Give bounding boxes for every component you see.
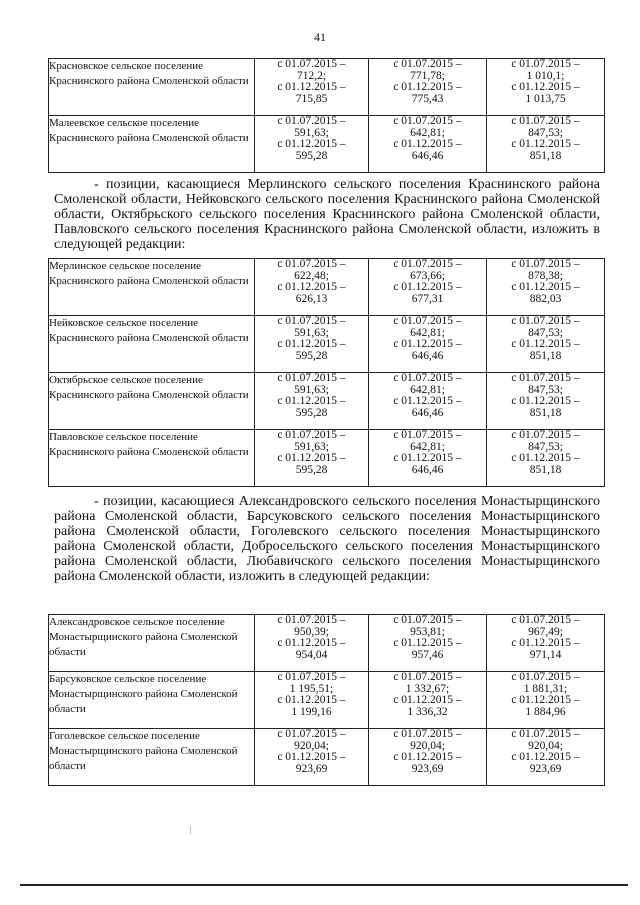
rate-cell: с 01.07.2015 – 1 195,51; с 01.12.2015 – 1 199,16 xyxy=(255,672,369,729)
rate-cell: с 01.07.2015 – 591,63; с 01.12.2015 – 595,28 xyxy=(255,430,369,487)
rate-cell: с 01.07.2015 – 712,2; с 01.12.2015 – 715,85 xyxy=(255,59,369,116)
settlement-name: Малеевское сельское поселение Краснинского района Смоленской области xyxy=(49,116,255,173)
settlement-name: Мерлинское сельское поселение Краснинского района Смоленской области xyxy=(49,259,255,316)
settlement-name: Октябрьское сельское поселение Краснинского района Смоленской области xyxy=(49,373,255,430)
rate-cell: с 01.07.2015 – 847,53; с 01.12.2015 – 851,18 xyxy=(487,373,605,430)
paragraph-merlino xyxy=(54,177,600,252)
rate-cell: с 01.07.2015 – 1 881,31; с 01.12.2015 – 1 884,96 xyxy=(487,672,605,729)
table-row xyxy=(49,672,605,729)
rate-cell: с 01.07.2015 – 642,81; с 01.12.2015 – 646,46 xyxy=(369,116,487,173)
settlement-name: Гоголевское сельское поселение Монастырщинского района Смоленской области xyxy=(49,729,255,786)
rate-cell: с 01.07.2015 – 591,63; с 01.12.2015 – 595,28 xyxy=(255,373,369,430)
rate-cell: с 01.07.2015 – 1 332,67; с 01.12.2015 – 1 336,32 xyxy=(369,672,487,729)
table-row xyxy=(49,116,605,173)
rate-cell: с 01.07.2015 – 847,53; с 01.12.2015 – 851,18 xyxy=(487,116,605,173)
rate-cell: с 01.07.2015 – 642,81; с 01.12.2015 – 646,46 xyxy=(369,430,487,487)
rate-cell: с 01.07.2015 – 950,39; с 01.12.2015 – 954,04 xyxy=(255,615,369,672)
rate-cell: с 01.07.2015 – 1 010,1; с 01.12.2015 – 1 013,75 xyxy=(487,59,605,116)
scan-artifact xyxy=(190,826,191,834)
table-row xyxy=(49,729,605,786)
table-row xyxy=(49,430,605,487)
table-row xyxy=(49,615,605,672)
tariff-table-3 xyxy=(48,614,605,786)
rate-cell: с 01.07.2015 – 847,53; с 01.12.2015 – 851,18 xyxy=(487,316,605,373)
table-row xyxy=(49,259,605,316)
tariff-table-1 xyxy=(48,58,605,173)
rate-cell: с 01.07.2015 – 847,53; с 01.12.2015 – 851,18 xyxy=(487,430,605,487)
rate-cell: с 01.07.2015 – 920,04; с 01.12.2015 – 923,69 xyxy=(487,729,605,786)
settlement-name: Нейковское сельское поселение Краснинского района Смоленской области xyxy=(49,316,255,373)
rate-cell: с 01.07.2015 – 642,81; с 01.12.2015 – 646,46 xyxy=(369,373,487,430)
paragraph-monastyrshchina xyxy=(54,494,600,584)
table-row xyxy=(49,59,605,116)
settlement-name: Павловское сельское поселение Краснинского района Смоленской области xyxy=(49,430,255,487)
settlement-name: Александровское сельское поселение Монастырщинского района Смоленской области xyxy=(49,615,255,672)
rate-cell: с 01.07.2015 – 920,04; с 01.12.2015 – 923,69 xyxy=(255,729,369,786)
rate-cell: с 01.07.2015 – 878,38; с 01.12.2015 – 882,03 xyxy=(487,259,605,316)
table-row xyxy=(49,316,605,373)
page-bottom-rule xyxy=(20,884,628,886)
rate-cell: с 01.07.2015 – 771,78; с 01.12.2015 – 775,43 xyxy=(369,59,487,116)
page-number: 41 xyxy=(314,30,326,44)
table-row xyxy=(49,373,605,430)
settlement-name: Красновское сельское поселение Краснинского района Смоленской области xyxy=(49,59,255,116)
rate-cell: с 01.07.2015 – 591,63; с 01.12.2015 – 595,28 xyxy=(255,116,369,173)
tariff-table-2 xyxy=(48,258,605,487)
paragraph-text: - позиции, касающиеся Александровского сельского поселения Монастырщинского района Смоленской области, Барсуковского сельского поселения Монастырщинского района Смоленской области, Гоголевского сельского поселения Монастырщинского района Смоленской области, Добросельского сельского поселения Монастырщинского района Смоленской области, Любавичского сельского поселения Монастырщинского района Смоленской области, изложить в следующей редакции: xyxy=(54,494,600,584)
rate-cell: с 01.07.2015 – 920,04; с 01.12.2015 – 923,69 xyxy=(369,729,487,786)
rate-cell: с 01.07.2015 – 673,66; с 01.12.2015 – 677,31 xyxy=(369,259,487,316)
paragraph-text: - позиции, касающиеся Мерлинского сельского поселения Краснинского района Смоленской области, Нейковского сельского поселения Краснинского района Смоленской области, Октябрьского сельского поселения Краснинского района Смоленской области, Павловского сельского поселения Краснинского района Смоленской области, изложить в следующей редакции: xyxy=(54,177,600,252)
rate-cell: с 01.07.2015 – 967,49; с 01.12.2015 – 971,14 xyxy=(487,615,605,672)
rate-cell: с 01.07.2015 – 953,81; с 01.12.2015 – 957,46 xyxy=(369,615,487,672)
settlement-name: Барсуковское сельское поселение Монастырщинского района Смоленской области xyxy=(49,672,255,729)
rate-cell: с 01.07.2015 – 622,48; с 01.12.2015 – 626,13 xyxy=(255,259,369,316)
rate-cell: с 01.07.2015 – 642,81; с 01.12.2015 – 646,46 xyxy=(369,316,487,373)
rate-cell: с 01.07.2015 – 591,63; с 01.12.2015 – 595,28 xyxy=(255,316,369,373)
